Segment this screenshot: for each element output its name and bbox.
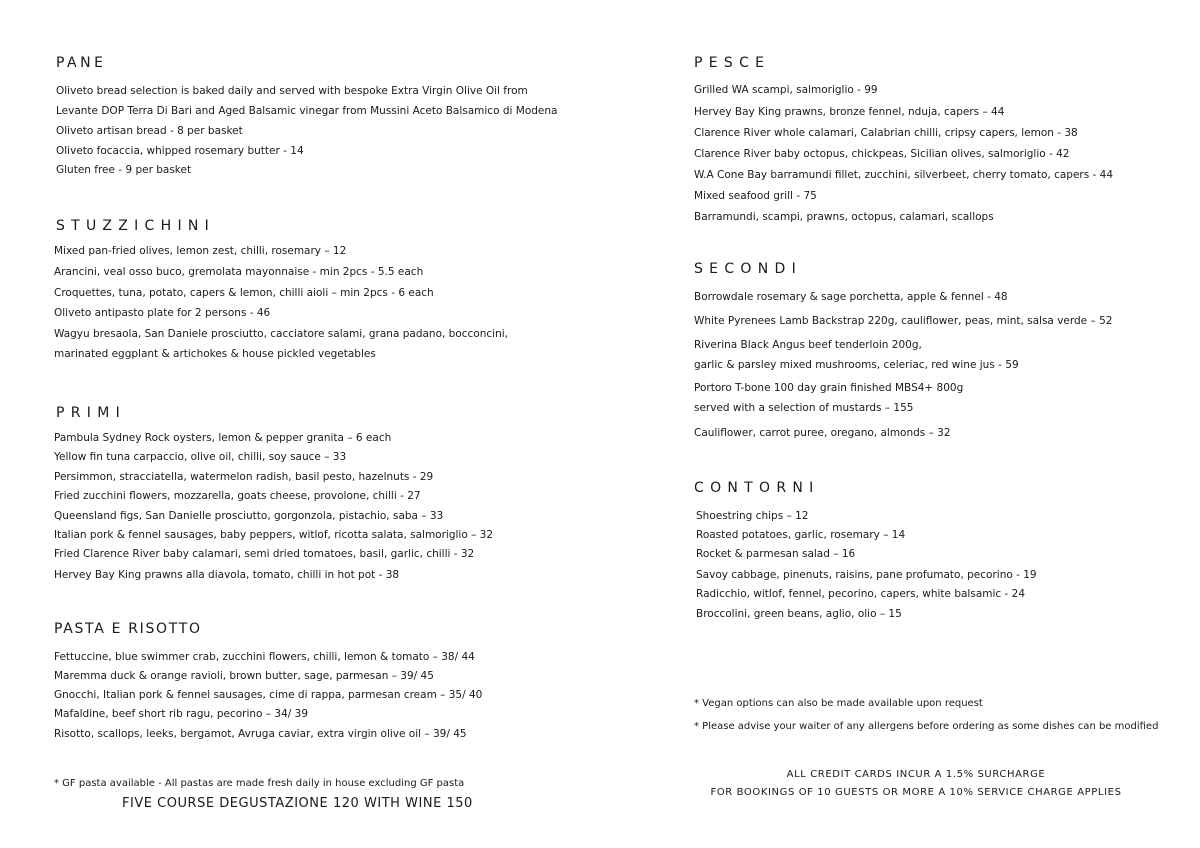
section-heading-contorni: CONTORNI [694,480,820,496]
menu-item: White Pyrenees Lamb Backstrap 220g, cauliflower, peas, mint, salsa verde – 52 [694,315,1113,327]
menu-item: Rocket & parmesan salad – 16 [696,548,856,560]
menu-item: Clarence River baby octopus, chickpeas, Sicilian olives, salmoriglio - 42 [694,148,1070,160]
menu-item: garlic & parsley mixed mushrooms, celeriac, red wine jus - 59 [694,359,1019,371]
menu-item: served with a selection of mustards – 155 [694,402,914,414]
menu-item: Fried zucchini flowers, mozzarella, goats cheese, provolone, chilli - 27 [54,490,421,502]
menu-item: Portoro T-bone 100 day grain finished MBS4+ 800g [694,382,964,394]
menu-item: marinated eggplant & artichokes & house pickled vegetables [54,348,376,360]
menu-item: Cauliflower, carrot puree, oregano, almonds – 32 [694,427,951,439]
menu-item: Oliveto artisan bread - 8 per basket [56,125,243,137]
menu-item: Roasted potatoes, garlic, rosemary – 14 [696,529,906,541]
menu-item: Risotto, scallops, leeks, bergamot, Avruga caviar, extra virgin olive oil – 39/ 45 [54,728,467,740]
menu-item: Gnocchi, Italian pork & fennel sausages, cime di rappa, parmesan cream – 35/ 40 [54,689,483,701]
menu-item: Grilled WA scampi, salmoriglio - 99 [694,84,878,96]
menu-item: Savoy cabbage, pinenuts, raisins, pane profumato, pecorino - 19 [696,569,1037,581]
degustazione-line: FIVE COURSE DEGUSTAZIONE 120 WITH WINE 150 [122,796,473,811]
section-heading-stuzzichini: STUZZICHINI [56,218,216,234]
menu-item: Levante DOP Terra Di Bari and Aged Balsamic vinegar from Mussini Aceto Balsamico di Modena [56,105,558,117]
menu-item: Pambula Sydney Rock oysters, lemon & pepper granita – 6 each [54,432,392,444]
section-heading-pesce: PESCE [694,55,771,71]
menu-item: Oliveto antipasto plate for 2 persons - 46 [54,307,271,319]
section-heading-primi: PRIMI [56,405,127,421]
menu-item: Mixed pan-fried olives, lemon zest, chilli, rosemary – 12 [54,245,347,257]
menu-item: Mafaldine, beef short rib ragu, pecorino – 34/ 39 [54,708,308,720]
menu-item: Mixed seafood grill - 75 [694,190,817,202]
menu-item: Barramundi, scampi, prawns, octopus, calamari, scallops [694,211,994,223]
menu-item: Oliveto focaccia, whipped rosemary butter - 14 [56,145,304,157]
menu-item: Yellow fin tuna carpaccio, olive oil, chilli, soy sauce – 33 [54,451,347,463]
menu-item: Arancini, veal osso buco, gremolata mayonnaise - min 2pcs - 5.5 each [54,266,424,278]
menu-item: Riverina Black Angus beef tenderloin 200g, [694,339,922,351]
menu-item: Oliveto bread selection is baked daily and served with bespoke Extra Virgin Olive Oil from [56,85,528,97]
allergens-note: * Please advise your waiter of any allergens before ordering as some dishes can be modified [694,721,1159,732]
menu-item: Borrowdale rosemary & sage porchetta, apple & fennel - 48 [694,291,1008,303]
menu-item: Gluten free - 9 per basket [56,164,192,176]
menu-item: Fried Clarence River baby calamari, semi dried tomatoes, basil, garlic, chilli - 32 [54,548,475,560]
menu-item: Clarence River whole calamari, Calabrian chilli, cripsy capers, lemon - 38 [694,127,1078,139]
menu-item: Croquettes, tuna, potato, capers & lemon, chilli aioli – min 2pcs - 6 each [54,287,434,299]
menu-item: Hervey Bay King prawns, bronze fennel, nduja, capers – 44 [694,106,1005,118]
service-charge-note: FOR BOOKINGS OF 10 GUESTS OR MORE A 10% SERVICE CHARGE APPLIES [710,787,1122,798]
menu-item: W.A Cone Bay barramundi fillet, zucchini, silverbeet, cherry tomato, capers - 44 [694,169,1114,181]
menu-item: Queensland figs, San Danielle prosciutto, gorgonzola, pistachio, saba – 33 [54,510,444,522]
menu-item: Italian pork & fennel sausages, baby peppers, witlof, ricotta salata, salmoriglio – 32 [54,529,494,541]
surcharge-note: ALL CREDIT CARDS INCUR A 1.5% SURCHARGE [786,769,1046,780]
section-heading-secondi: SECONDI [694,261,803,277]
menu-item: Fettuccine, blue swimmer crab, zucchini flowers, chilli, lemon & tomato – 38/ 44 [54,651,475,663]
menu-item: Broccolini, green beans, aglio, olio – 15 [696,608,902,620]
menu-item: Wagyu bresaola, San Daniele prosciutto, cacciatore salami, grana padano, bocconcini, [54,328,508,340]
menu-item: Maremma duck & orange ravioli, brown butter, sage, parmesan – 39/ 45 [54,670,434,682]
gf-pasta-note: * GF pasta available - All pastas are made fresh daily in house excluding GF pasta [54,778,465,789]
menu-item: Hervey Bay King prawns alla diavola, tomato, chilli in hot pot - 38 [54,569,400,581]
vegan-note: * Vegan options can also be made available upon request [694,698,983,709]
menu-item: Radicchio, witlof, fennel, pecorino, capers, white balsamic - 24 [696,588,1025,600]
section-heading-pasta: PASTA E RISOTTO [54,621,202,637]
menu-item: Persimmon, stracciatella, watermelon radish, basil pesto, hazelnuts - 29 [54,471,434,483]
menu-item: Shoestring chips – 12 [696,510,809,522]
section-heading-pane: PANE [56,55,107,71]
